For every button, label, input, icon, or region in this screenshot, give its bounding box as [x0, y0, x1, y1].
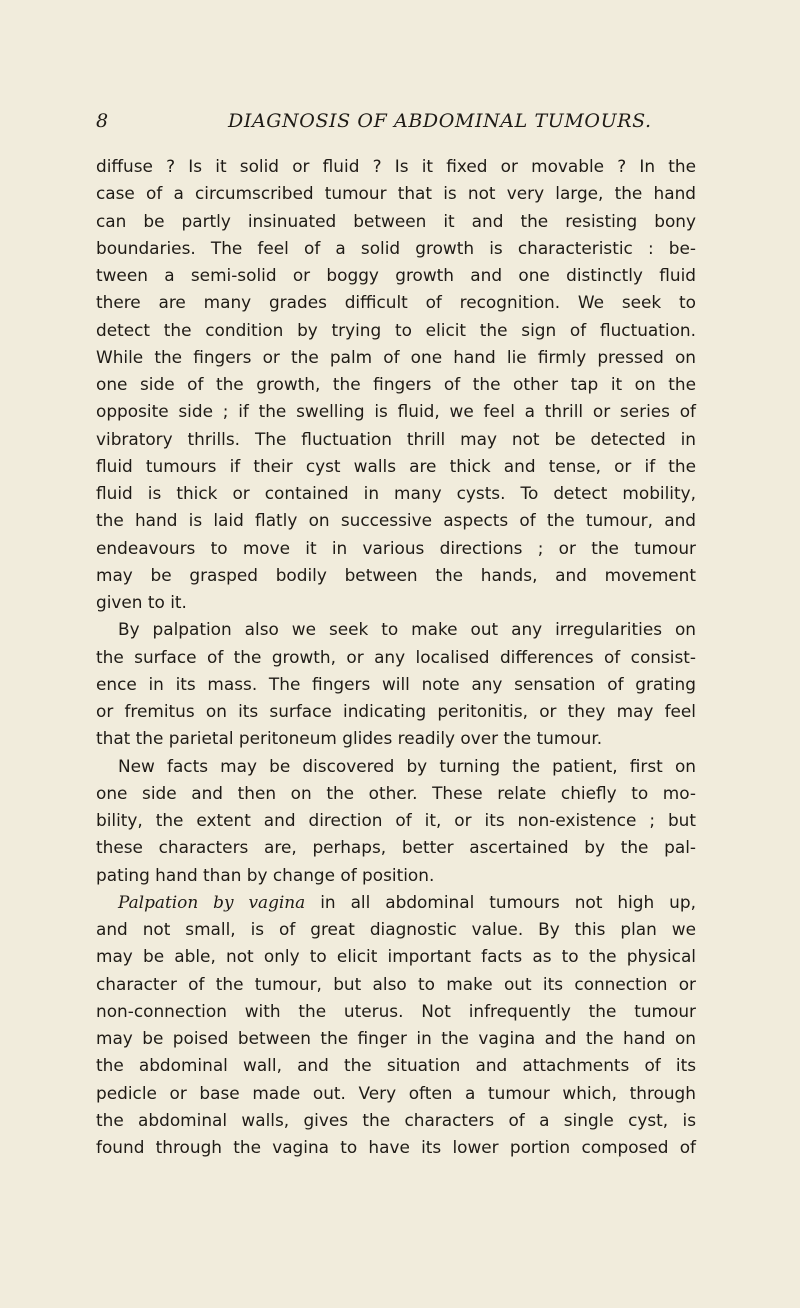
text-line: case of a circumscribed tumour that is not very large, the hand [96, 183, 696, 204]
text-line: fluid tumours if their cyst walls are thick and tense, or if the [96, 455, 696, 476]
text-line: vibratory thrills. The fluctuation thrill may not be detected in [96, 428, 696, 449]
text-line: ence in its mass. The fingers will note any sensation of grating [96, 673, 696, 694]
text-line: the hand is laid flatly on successive aspects of the tumour, and [96, 510, 696, 531]
text-line: tween a semi-solid or boggy growth and one distinctly fluid [96, 265, 696, 285]
italic-phrase: Palpation by vagina [118, 891, 306, 912]
body-text [96, 153, 696, 1161]
text-line: there are many grades difficult of recognition. We seek to [96, 292, 696, 313]
text-line: that the parietal peritoneum glides readily over the tumour. [96, 728, 603, 749]
text-span: in all abdominal tumours not high up, [305, 891, 696, 912]
text-line: By palpation also we seek to make out any irregularities on [118, 619, 696, 640]
text-line [96, 889, 696, 916]
text-line: pedicle or base made out. Very often a tumour which, through [96, 1082, 696, 1103]
text-line: diffuse ? Is it solid or fluid ? Is it fixed or movable ? In the [96, 156, 696, 176]
text-line: bility, the extent and direction of it, or its non-existence ; but [96, 810, 696, 830]
text-line: these characters are, perhaps, better ascertained by the pal- [96, 837, 696, 858]
text-line: the abdominal walls, gives the characters of a single cyst, is [96, 1109, 696, 1130]
text-line: non-connection with the uterus. Not infrequently the tumour [96, 1000, 696, 1021]
text-line: found through the vagina to have its lower portion composed of [96, 1137, 696, 1157]
text-line: may be able, not only to elicit important facts as to the physical [96, 946, 696, 967]
text-line: pating hand than by change of position. [96, 864, 435, 885]
text-line: given to it. [96, 592, 187, 612]
text-line: opposite side ; if the swelling is fluid, we feel a thrill or series of [96, 401, 696, 422]
page-number: 8 [96, 110, 109, 132]
text-line: the abdominal wall, and the situation and attachments of its [96, 1055, 696, 1076]
text-line: can be partly insinuated between it and the resisting bony [96, 210, 696, 231]
text-line: New facts may be discovered by turning the patient, first on [118, 755, 696, 776]
running-title: DIAGNOSIS OF ABDOMINAL TUMOURS. [228, 110, 652, 132]
text-line: one side of the growth, the fingers of the other tap it on the [96, 374, 696, 394]
text-line: and not small, is of great diagnostic value. By this plan we [96, 919, 696, 939]
text-line: While the fingers or the palm of one hand lie firmly pressed on [96, 346, 696, 367]
text-line: detect the condition by trying to elicit the sign of fluctuation. [96, 319, 696, 340]
text-line: boundaries. The feel of a solid growth is characteristic : be- [96, 237, 696, 258]
page-header [96, 110, 696, 138]
text-line: or fremitus on its surface indicating peritonitis, or they may feel [96, 701, 696, 721]
text-line: may be grasped bodily between the hands, and movement [96, 564, 696, 585]
text-line: the surface of the growth, or any localised differences of consist- [96, 646, 696, 667]
text-line: endeavours to move it in various directions ; or the tumour [96, 537, 696, 558]
text-line: may be poised between the finger in the vagina and the hand on [96, 1028, 696, 1048]
text-line: one side and then on the other. These relate chiefly to mo- [96, 782, 696, 803]
text-line: character of the tumour, but also to make out its connection or [96, 973, 696, 994]
text-line: fluid is thick or contained in many cysts. To detect mobility, [96, 483, 696, 503]
